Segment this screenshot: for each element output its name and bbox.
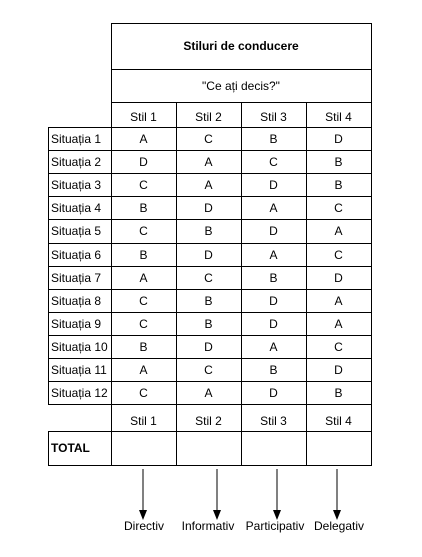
table-cell: A	[204, 154, 213, 169]
table-cell: D	[269, 177, 278, 192]
style-label: Participativ	[245, 519, 305, 533]
table-cell: D	[334, 362, 343, 377]
table-cell: C	[269, 154, 278, 169]
footer-column-header: Stil 2	[195, 413, 222, 428]
down-arrow-icon	[333, 469, 341, 520]
table-cell: A	[139, 270, 148, 285]
table-cell: C	[334, 200, 343, 215]
table-cell: A	[139, 131, 148, 146]
table-cell: B	[204, 223, 213, 238]
table-cell: A	[139, 362, 148, 377]
row-label: Situația 10	[51, 339, 108, 354]
table-cell: B	[139, 339, 148, 354]
table-cell: D	[269, 316, 278, 331]
footer-column-header: Stil 3	[260, 413, 287, 428]
table-cell: B	[269, 131, 278, 146]
table-cell: D	[269, 223, 278, 238]
table-cell: A	[269, 339, 278, 354]
row-label: Situația 4	[51, 200, 102, 215]
table-cell: C	[139, 385, 148, 400]
style-label: Informativ	[181, 519, 235, 533]
table-cell: D	[269, 293, 278, 308]
table-cell: C	[204, 362, 213, 377]
style-label: Delegativ	[313, 519, 365, 533]
row-label: Situația 12	[51, 385, 108, 400]
table-cell: A	[334, 223, 343, 238]
row-label: Situația 6	[51, 247, 102, 262]
table-cell: D	[334, 131, 343, 146]
table-cell: D	[269, 385, 278, 400]
table-cell: A	[269, 200, 278, 215]
table-cell: B	[334, 154, 343, 169]
down-arrow-icon	[139, 469, 147, 520]
style-label: Directiv	[123, 519, 164, 533]
column-header: Stil 1	[130, 109, 157, 124]
table-cell: A	[334, 293, 343, 308]
table-cell: D	[204, 339, 213, 354]
down-arrow-icon	[273, 469, 281, 520]
row-label: Situația 7	[51, 270, 102, 285]
table-cell: C	[204, 270, 213, 285]
down-arrow-icon	[213, 469, 221, 520]
row-label: Situația 8	[51, 293, 102, 308]
table-cell: B	[204, 293, 213, 308]
row-label: Situația 11	[51, 362, 107, 377]
table-cell: B	[334, 385, 343, 400]
column-header: Stil 4	[325, 109, 352, 124]
table-cell: A	[269, 247, 278, 262]
column-header: Stil 3	[260, 109, 287, 124]
table-question: "Ce ați decis?"	[202, 78, 280, 93]
table-cell: D	[334, 270, 343, 285]
table-cell: B	[334, 177, 343, 192]
column-header: Stil 2	[195, 109, 222, 124]
table-cell: C	[334, 339, 343, 354]
table-cell: C	[139, 316, 148, 331]
table-cell: B	[269, 270, 278, 285]
total-label: TOTAL	[51, 441, 90, 455]
table-cell: B	[139, 247, 148, 262]
table-cell: B	[139, 200, 148, 215]
footer-column-header: Stil 1	[130, 413, 157, 428]
table-cell: B	[204, 316, 213, 331]
row-label: Situația 5	[51, 223, 102, 238]
table-cell: C	[139, 177, 148, 192]
table-cell: A	[204, 385, 213, 400]
row-label: Situația 9	[51, 316, 102, 331]
row-label: Situația 1	[51, 131, 102, 146]
table-cell: C	[334, 247, 343, 262]
row-label: Situația 2	[51, 154, 102, 169]
table-cell: C	[204, 131, 213, 146]
table-cell: A	[204, 177, 213, 192]
table-cell: C	[139, 223, 148, 238]
table-cell: D	[204, 247, 213, 262]
footer-column-header: Stil 4	[325, 413, 352, 428]
table-cell: D	[204, 200, 213, 215]
table-title: Stiluri de conducere	[183, 39, 299, 53]
table-cell: B	[269, 362, 278, 377]
row-label: Situația 3	[51, 177, 102, 192]
table-cell: D	[139, 154, 148, 169]
table-cell: C	[139, 293, 148, 308]
table-cell: A	[334, 316, 343, 331]
